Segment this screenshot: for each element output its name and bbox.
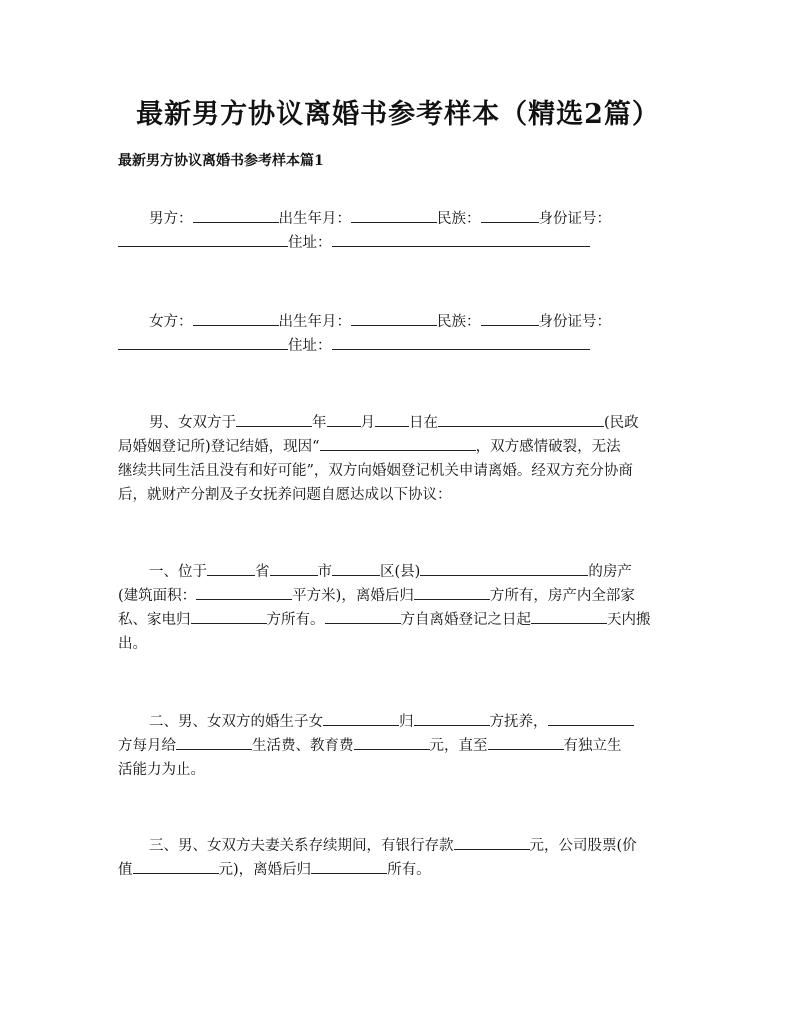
female-info-line-1 xyxy=(118,310,686,334)
intro-line-2 xyxy=(118,435,686,459)
clause-1-text-5: 的房产 xyxy=(588,564,632,580)
female-name-blank[interactable] xyxy=(193,311,279,326)
intro-line-3: 继续共同生活且没有和好可能”，双方向婚姻登记机关申请离婚。经双方充分协商 xyxy=(118,463,633,479)
property-address-blank[interactable] xyxy=(420,561,588,576)
district-blank[interactable] xyxy=(332,561,380,576)
city-label: 市 xyxy=(317,564,332,580)
clause-3-text-4: 元)，离婚后归 xyxy=(218,862,312,878)
clause-2-text-1: 二、男、女双方的婚生子女 xyxy=(149,714,323,730)
province-label: 省 xyxy=(255,564,270,580)
clause-2-text-4: 方每月给 xyxy=(118,738,176,754)
male-label: 男方： xyxy=(149,211,193,227)
floor-area-blank[interactable] xyxy=(196,585,292,600)
move-out-party-blank[interactable] xyxy=(325,609,401,624)
female-ethnic-label: 民族： xyxy=(437,314,481,330)
clause-2-text-3: 方抚养， xyxy=(489,714,548,730)
clause-3-text-3: 值 xyxy=(118,862,133,878)
clause-2-text-7: 有独立生 xyxy=(563,738,622,754)
clause-1-text-7: 平方米)，离婚后归 xyxy=(292,588,414,604)
clause-1-text-1: 一、位于 xyxy=(149,564,207,580)
female-birth-blank[interactable] xyxy=(351,311,437,326)
clause-2-paragraph xyxy=(118,710,686,782)
bank-deposit-blank[interactable] xyxy=(454,835,530,850)
female-birth-label: 出生年月： xyxy=(278,314,351,330)
male-id-label: 身份证号： xyxy=(538,211,611,227)
male-address-label: 住址： xyxy=(288,235,332,251)
clause-1-paragraph xyxy=(118,560,686,656)
clause-2-text-2: 归 xyxy=(399,714,414,730)
reason-blank[interactable] xyxy=(320,436,476,451)
city-blank[interactable] xyxy=(270,561,318,576)
clause-1-text-10: 方所有。 xyxy=(266,612,325,628)
clause-1-text-8: 方所有，房产内全部家 xyxy=(489,588,635,604)
intro-year-label: 年 xyxy=(312,415,327,431)
marriage-month-blank[interactable] xyxy=(327,412,361,427)
intro-line-4: 后，就财产分割及子女抚养问题自愿达成以下协议： xyxy=(118,487,452,503)
clause-3-text-1: 三、男、女双方夫妻关系存续期间，有银行存款 xyxy=(149,838,454,854)
clause-1-text-9: 私、家电归 xyxy=(118,612,191,628)
clause-2-text-6: 元，直至 xyxy=(429,738,488,754)
marriage-year-blank[interactable] xyxy=(236,412,312,427)
intro-text-5: (民政 xyxy=(604,415,639,431)
document-title: 最新男方协议离婚书参考样本（精选2篇） xyxy=(136,99,660,130)
male-id-blank[interactable] xyxy=(118,232,288,247)
clause-3-paragraph xyxy=(118,834,686,882)
clause-1-text-6: (建筑面积： xyxy=(118,588,197,604)
intro-text-6: 局婚姻登记所)登记结婚，现因“ xyxy=(118,439,320,455)
asset-owner-blank[interactable] xyxy=(311,859,387,874)
move-out-days-blank[interactable] xyxy=(531,609,607,624)
male-info-paragraph xyxy=(118,207,686,255)
furniture-owner-blank[interactable] xyxy=(191,609,267,624)
clause-1-line-3 xyxy=(118,608,686,632)
clause-2-line-3: 活能力为止。 xyxy=(118,762,205,778)
intro-text-7: ，双方感情破裂，无法 xyxy=(475,439,621,455)
child-until-blank[interactable] xyxy=(488,735,564,750)
intro-paragraph xyxy=(118,411,686,507)
male-birth-blank[interactable] xyxy=(351,208,437,223)
section-title: 最新男方协议离婚书参考样本篇1 xyxy=(118,153,324,169)
province-blank[interactable] xyxy=(207,561,255,576)
female-info-line-2 xyxy=(118,334,686,358)
clause-1-line-4: 出。 xyxy=(118,636,147,652)
female-address-label: 住址： xyxy=(288,338,332,354)
registry-blank[interactable] xyxy=(438,412,604,427)
marriage-day-blank[interactable] xyxy=(375,412,409,427)
clause-3-text-5: 所有。 xyxy=(387,862,431,878)
stock-value-blank[interactable] xyxy=(133,859,219,874)
male-ethnic-blank[interactable] xyxy=(481,208,539,223)
payer-party-blank[interactable] xyxy=(548,711,634,726)
female-id-label: 身份证号： xyxy=(538,314,611,330)
intro-line-1 xyxy=(118,411,686,435)
clause-1-text-11: 方自离婚登记之日起 xyxy=(400,612,531,628)
intro-text-1: 男、女双方于 xyxy=(149,415,236,431)
male-name-blank[interactable] xyxy=(193,208,279,223)
custody-party-blank[interactable] xyxy=(414,711,490,726)
clause-1-line-2 xyxy=(118,584,686,608)
clause-3-text-2: 元，公司股票(价 xyxy=(529,838,637,854)
clause-1-text-12: 天内搬 xyxy=(607,612,651,628)
clause-2-line-1 xyxy=(118,710,686,734)
female-ethnic-blank[interactable] xyxy=(481,311,539,326)
male-address-blank[interactable] xyxy=(332,232,590,247)
male-birth-label: 出生年月： xyxy=(278,211,351,227)
clause-3-line-1 xyxy=(118,834,686,858)
district-label: 区(县) xyxy=(380,564,421,580)
intro-month-label: 月 xyxy=(360,415,375,431)
support-amount-blank[interactable] xyxy=(354,735,430,750)
female-id-blank[interactable] xyxy=(118,335,288,350)
male-info-line-1 xyxy=(118,207,686,231)
clause-1-line-1 xyxy=(118,560,686,584)
female-address-blank[interactable] xyxy=(332,335,590,350)
female-info-paragraph xyxy=(118,310,686,358)
female-label: 女方： xyxy=(149,314,193,330)
recipient-party-blank[interactable] xyxy=(176,735,252,750)
clause-2-text-5: 生活费、教育费 xyxy=(252,738,354,754)
male-ethnic-label: 民族： xyxy=(437,211,481,227)
intro-day-label: 日在 xyxy=(409,415,438,431)
child-name-blank[interactable] xyxy=(323,711,399,726)
clause-3-line-2 xyxy=(118,858,686,882)
clause-2-line-2 xyxy=(118,734,686,758)
male-info-line-2 xyxy=(118,231,686,255)
property-owner-blank[interactable] xyxy=(414,585,490,600)
